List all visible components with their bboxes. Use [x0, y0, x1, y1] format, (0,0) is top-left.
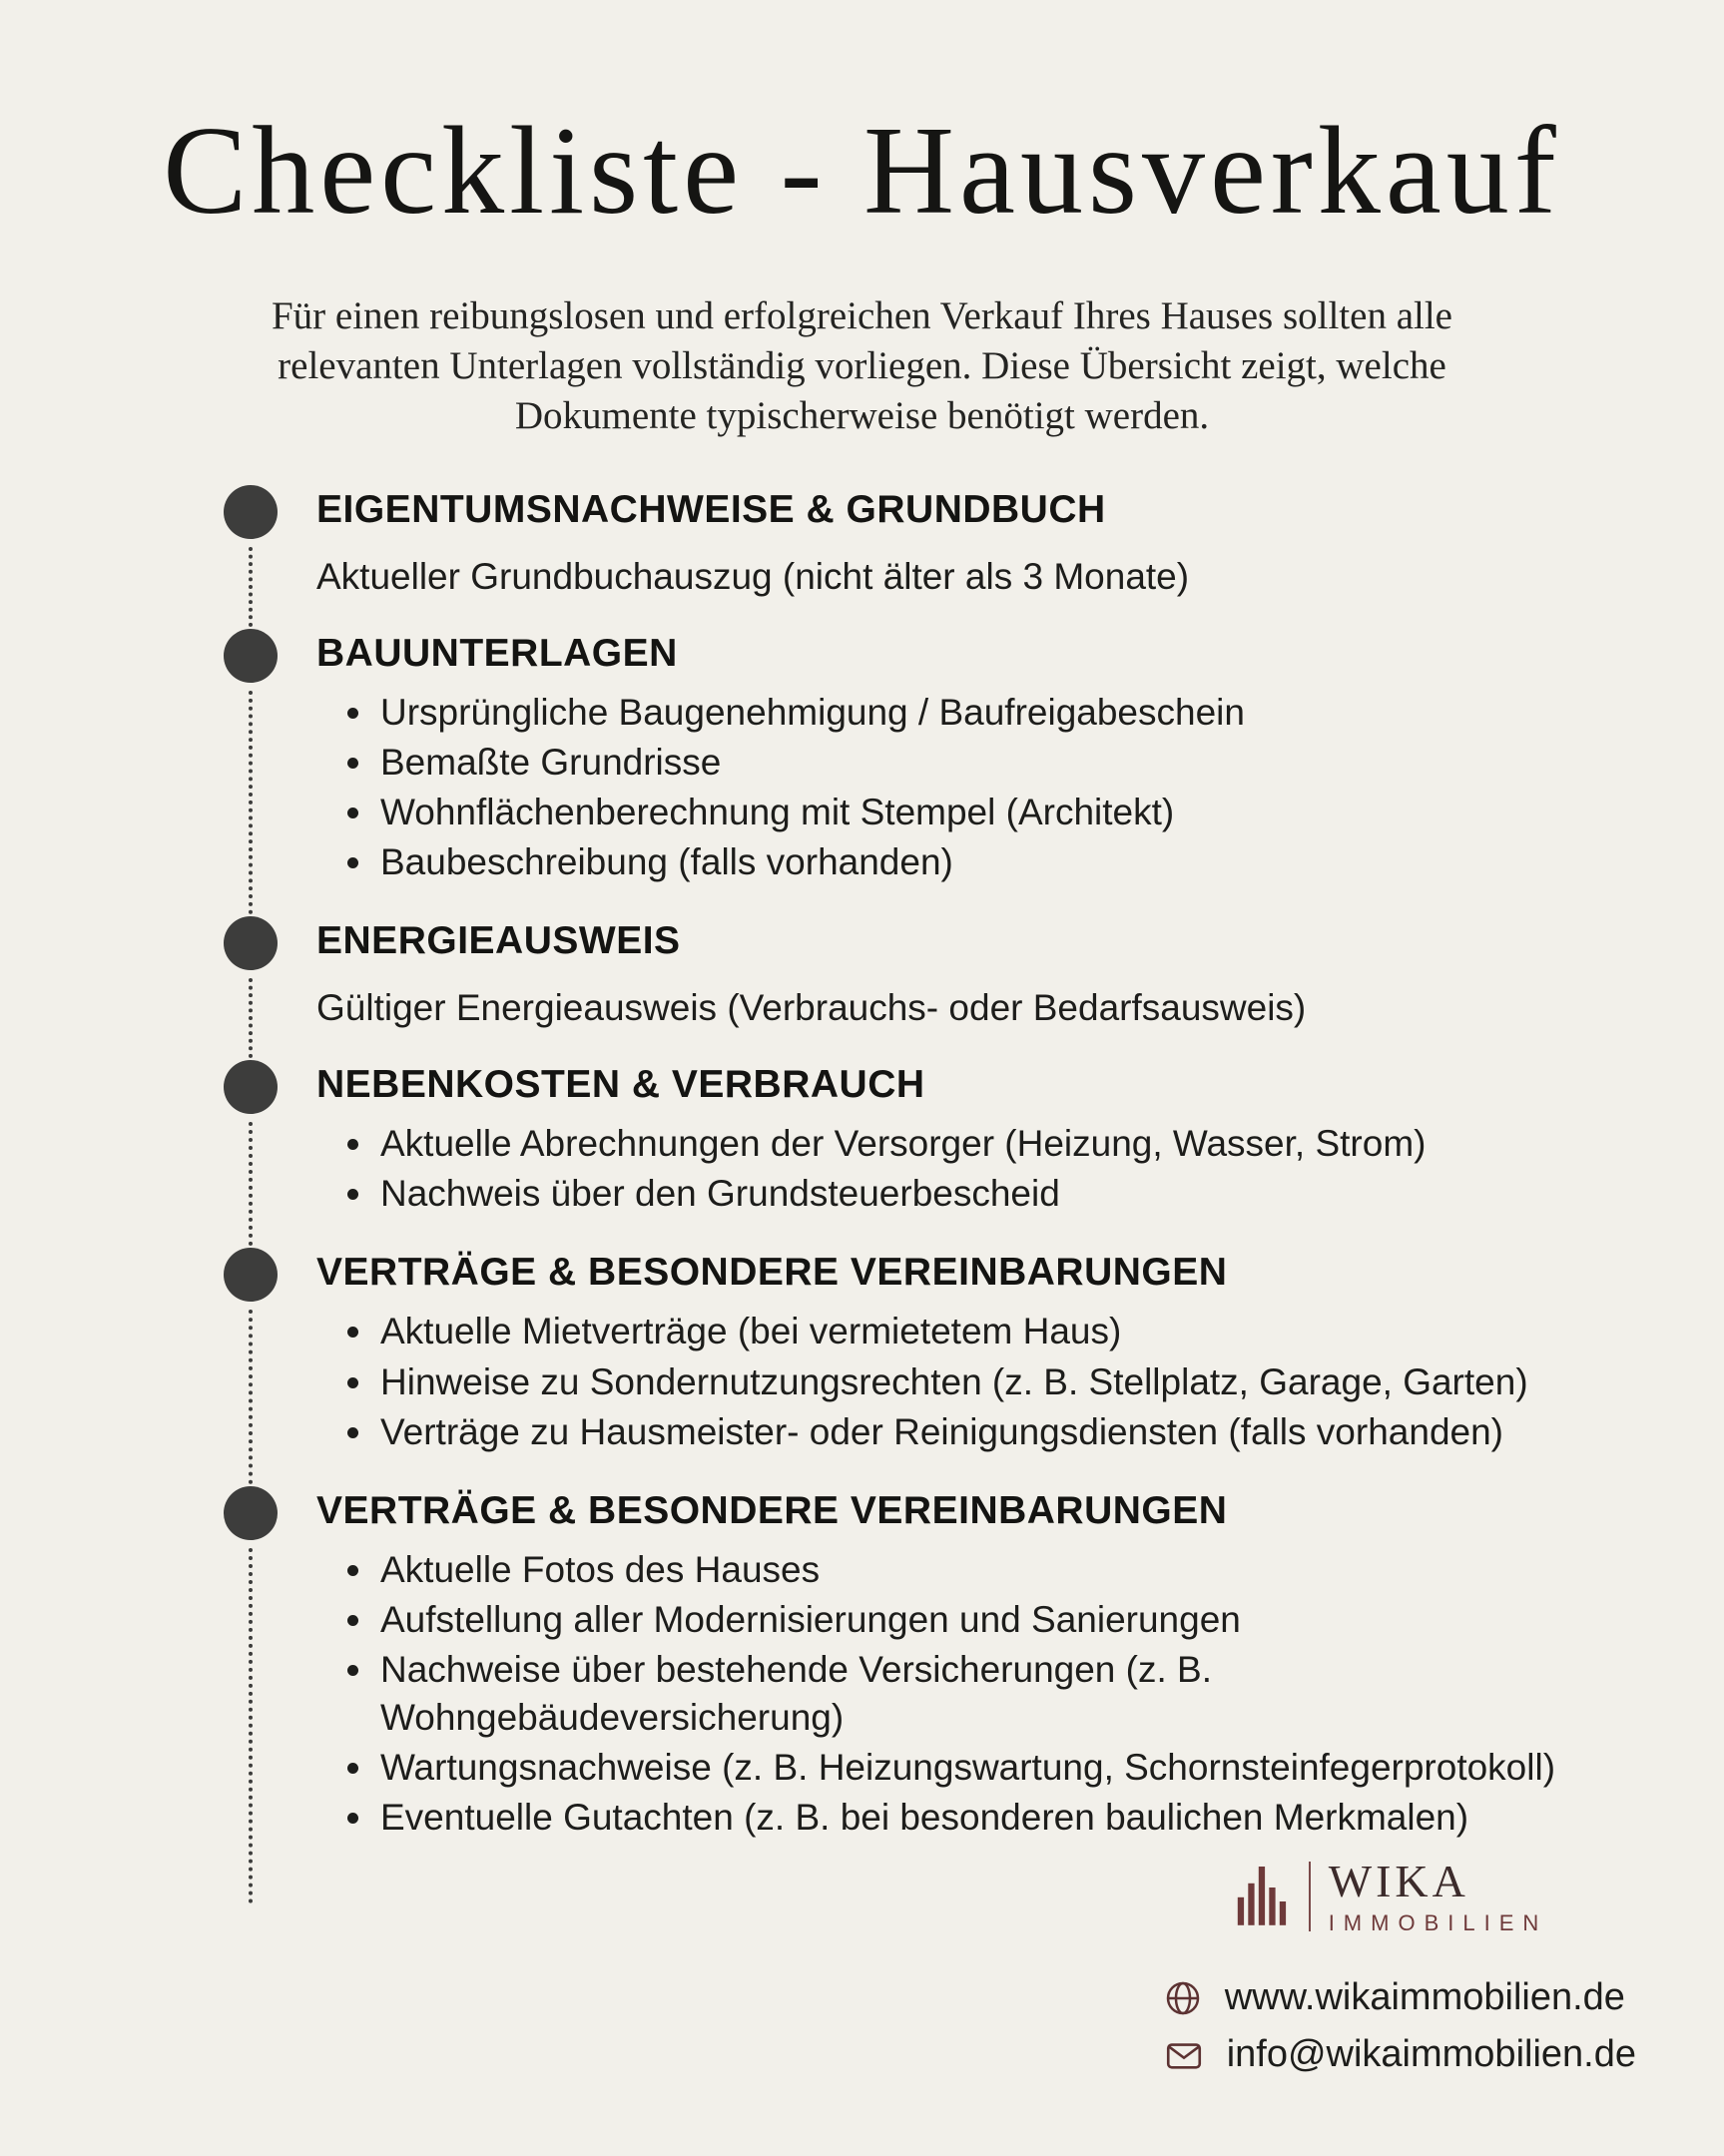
section-heading: VERTRÄGE & BESONDERE VEREINBARUNGEN: [316, 1488, 1228, 1532]
timeline-dotted-line: [249, 547, 253, 627]
logo-text: [1328, 1856, 1548, 1935]
subtitle: Für einen reibungslosen und erfolgreichen Verkauf Ihres Hauses sollten alle relevanten Unterlagen vollständig vorliegen. Diese Übersicht zeigt, welche Dokumente typischerweise benötigt werden.: [271, 294, 1452, 437]
email-link[interactable]: info@wikaimmobilien.de: [1226, 2033, 1636, 2075]
section-text: Gültiger Energieausweis (Verbrauchs- oder Bedarfsausweis): [316, 987, 1307, 1029]
timeline-marker-column: [185, 483, 316, 627]
checklist-item: • Wartungsnachweise (z. B. Heizungswartung, Schornsteinfegerprotokoll): [376, 1744, 1604, 1792]
section-bullet-list: [316, 1120, 1426, 1218]
footer: [1163, 1856, 1636, 2076]
globe-icon: [1163, 1978, 1203, 2018]
timeline-dotted-line: [249, 978, 253, 1058]
checklist-section: [185, 1484, 1664, 1904]
section-heading: ENERGIEAUSWEIS: [316, 919, 681, 963]
timeline-dot: [224, 1486, 278, 1540]
checklist-section: [185, 1246, 1664, 1483]
checklist-section: [185, 483, 1664, 627]
checklist-item: • Nachweise über bestehende Versicherungen (z. B. Wohngebäudeversicherung): [376, 1646, 1604, 1742]
section-heading: EIGENTUMSNACHWEISE & GRUNDBUCH: [316, 487, 1106, 531]
timeline-dot: [224, 1248, 278, 1302]
timeline-dot: [224, 916, 278, 970]
section-text: Aktueller Grundbuchauszug (nicht älter als 3 Monate): [316, 555, 1190, 597]
section-content: [316, 627, 1245, 914]
timeline-marker-column: [185, 1246, 316, 1483]
brand-subtitle: IMMOBILIEN: [1328, 1910, 1548, 1935]
page-title: Checkliste - Hausverkauf: [163, 102, 1561, 241]
checklist-item: • Aktuelle Mietverträge (bei vermietetem Haus): [376, 1308, 1528, 1355]
logo-divider: [1309, 1862, 1311, 1931]
checklist-item: • Eventuelle Gutachten (z. B. bei besonderen baulichen Merkmalen): [376, 1794, 1604, 1842]
timeline-marker-column: [185, 1058, 316, 1246]
section-heading: BAUUNTERLAGEN: [316, 631, 678, 675]
timeline-dot: [224, 485, 278, 539]
checklist-item: • Nachweis über den Grundsteuerbescheid: [376, 1170, 1426, 1218]
checklist-item: • Hinweise zu Sondernutzungsrechten (z. B. Stellplatz, Garage, Garten): [376, 1358, 1528, 1406]
section-heading: VERTRÄGE & BESONDERE VEREINBARUNGEN: [316, 1251, 1228, 1295]
checklist-section: [185, 1058, 1664, 1246]
section-content: [316, 1484, 1604, 1904]
section-bullet-list: [316, 1546, 1604, 1843]
checklist-item: • Aktuelle Fotos des Hauses: [376, 1546, 1604, 1594]
timeline-dotted-line: [249, 1310, 253, 1483]
website-link[interactable]: www.wikaimmobilien.de: [1224, 1976, 1625, 2018]
brand-name: WIKA: [1328, 1856, 1469, 1906]
website-row: [1163, 1976, 1625, 2019]
checklist-item: • Verträge zu Hausmeister- oder Reinigungsdiensten (falls vorhanden): [376, 1408, 1528, 1456]
envelope-icon: [1163, 2034, 1205, 2076]
timeline-marker-column: [185, 914, 316, 1058]
section-content: [316, 914, 1306, 1058]
checklist-item: • Wohnflächenberechnung mit Stempel (Architekt): [376, 789, 1245, 836]
checklist-item: • Ursprüngliche Baugenehmigung / Baufreigabeschein: [376, 689, 1245, 737]
checklist: [185, 483, 1664, 1904]
timeline-marker-column: [185, 1484, 316, 1904]
checklist-section: [185, 914, 1664, 1058]
section-heading: NEBENKOSTEN & VERBRAUCH: [316, 1063, 925, 1107]
section-content: [316, 1058, 1426, 1246]
email-row: [1163, 2033, 1636, 2076]
checklist-item: • Aktuelle Abrechnungen der Versorger (Heizung, Wasser, Strom): [376, 1120, 1426, 1168]
timeline-marker-column: [185, 627, 316, 914]
section-content: [316, 1246, 1528, 1483]
section-bullet-list: [316, 1308, 1528, 1455]
timeline-dotted-line: [249, 1548, 253, 1904]
section-content: [316, 483, 1189, 627]
checklist-item: • Aufstellung aller Modernisierungen und Sanierungen: [376, 1596, 1604, 1644]
logo: [1235, 1856, 1548, 1935]
checklist-item: • Baubeschreibung (falls vorhanden): [376, 838, 1245, 886]
timeline-dotted-line: [249, 1122, 253, 1246]
timeline-dot: [224, 1060, 278, 1114]
timeline-dotted-line: [249, 691, 253, 914]
timeline-dot: [224, 629, 278, 683]
building-bars-icon: [1235, 1864, 1291, 1930]
checklist-section: [185, 627, 1664, 914]
checklist-item: • Bemaßte Grundrisse: [376, 739, 1245, 787]
section-bullet-list: [316, 689, 1245, 886]
